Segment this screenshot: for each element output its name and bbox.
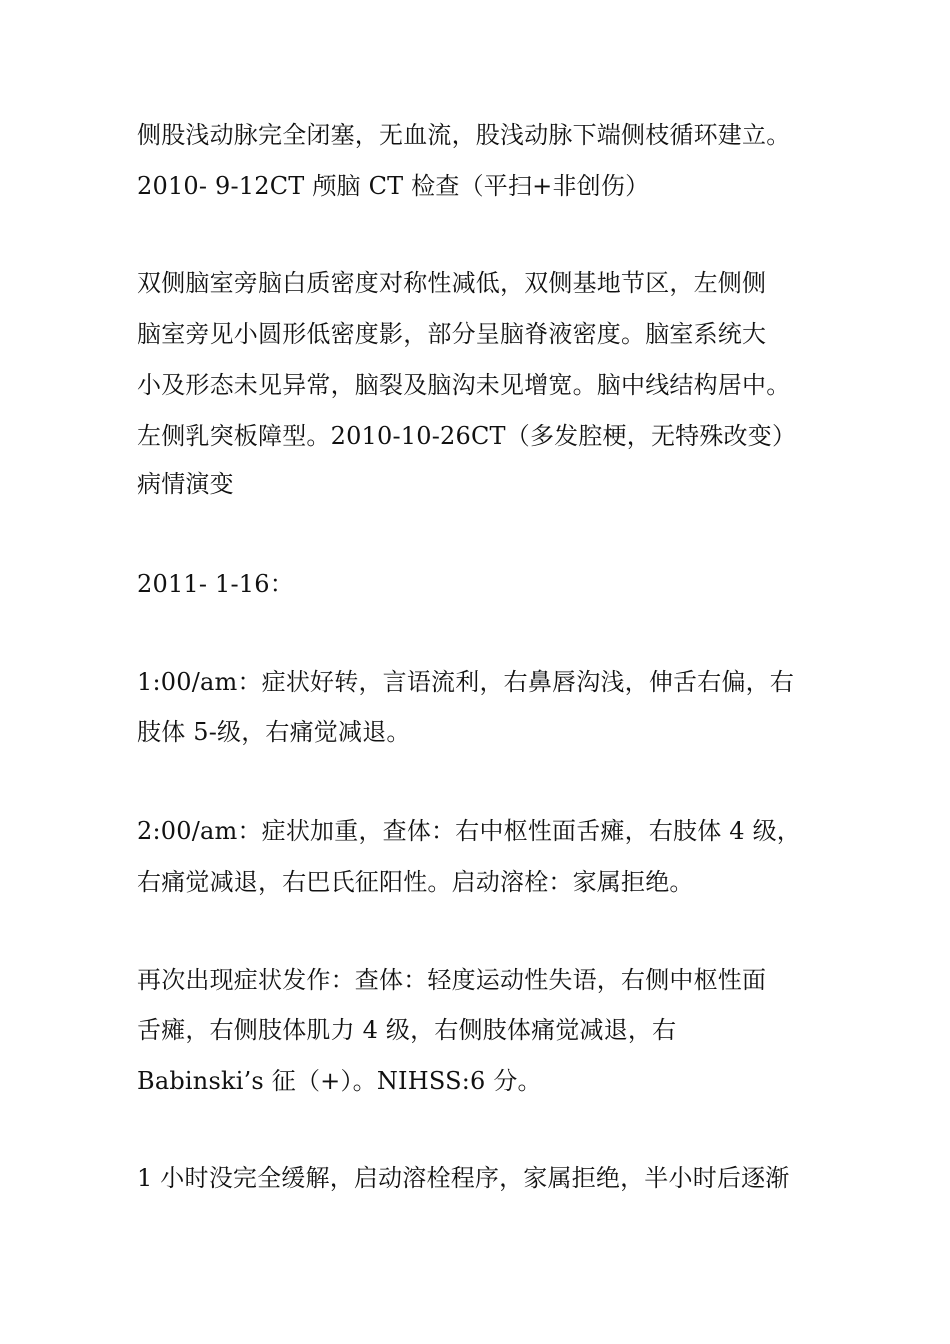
text-line: 1:00/am：症状好转，言语流利，右鼻唇沟浅，伸舌右偏，右	[137, 668, 795, 696]
text-line: 再次出现症状发作：查体：轻度运动性失语，右侧中枢性面	[137, 966, 767, 994]
text-line: 病情演变	[137, 470, 234, 498]
text-line: 2011- 1-16：	[137, 570, 294, 598]
text-line: 2010- 9-12CT 颅脑 CT 检查（平扫+非创伤）	[137, 172, 650, 200]
text-line: 双侧脑室旁脑白质密度对称性减低，双侧基地节区，左侧侧	[137, 269, 767, 297]
text-line: Babinski’s 征（+）。NIHSS:6 分。	[137, 1067, 542, 1095]
text-line: 侧股浅动脉完全闭塞，无血流，股浅动脉下端侧枝循环建立。	[137, 121, 791, 149]
text-line: 左侧乳突板障型。2010-10-26CT（多发腔梗，无特殊改变）	[137, 422, 797, 450]
text-line: 舌瘫，右侧肢体肌力 4 级，右侧肢体痛觉减退，右	[137, 1016, 677, 1044]
text-line: 脑室旁见小圆形低密度影，部分呈脑脊液密度。脑室系统大	[137, 320, 767, 348]
text-line: 肢体 5-级，右痛觉减退。	[137, 718, 411, 746]
text-line: 右痛觉减退，右巴氏征阳性。启动溶栓：家属拒绝。	[137, 868, 694, 896]
text-line: 1 小时没完全缓解，启动溶栓程序，家属拒绝，半小时后逐渐	[137, 1164, 790, 1192]
text-line: 小及形态未见异常，脑裂及脑沟未见增宽。脑中线结构居中。	[137, 371, 791, 399]
text-line: 2:00/am：症状加重，查体：右中枢性面舌瘫，右肢体 4 级，	[137, 817, 801, 845]
